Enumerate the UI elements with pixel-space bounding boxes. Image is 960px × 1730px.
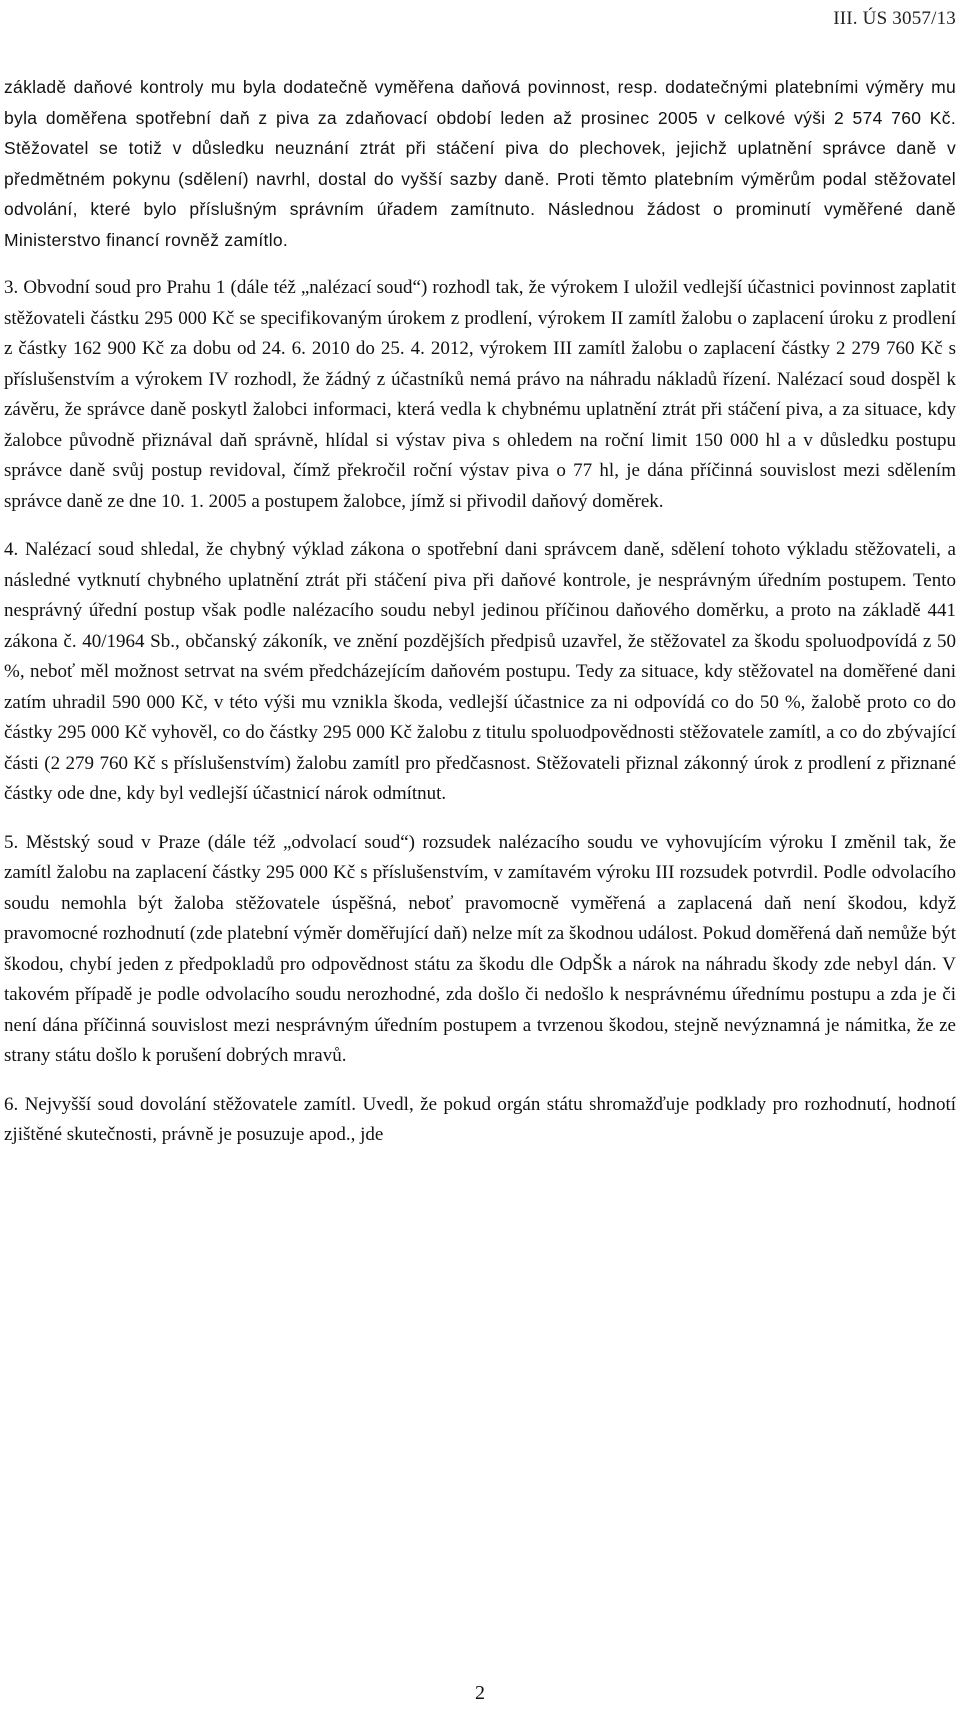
- case-number-header: III. ÚS 3057/13: [833, 8, 956, 29]
- paragraph-4: 4. Nalézací soud shledal, že chybný výklad zákona o spotřební dani správcem daně, sdělení tohoto výkladu stěžovateli, a následné vytknutí chybného uplatnění ztrát při stáčení piva při daňové kontrole, je nesprávným úředním postupem. Tento nesprávný úřední postup však podle nalézacího soudu nebyl jedinou příčinou daňového doměrku, a proto na základě 441 zákona č. 40/1964 Sb., občanský zákoník, ve znění pozdějších předpisů uzavřel, že stěžovatel za škodu spoluodpovídá z 50 %, neboť měl možnost setrvat na svém předcházejícím daňovém postupu. Tedy za situace, kdy stěžovatel na doměřené dani zatím uhradil 590 000 Kč, v této výši mu vznikla škoda, vedlejší účastnice za ni odpovídá co do 50 %, žalobě proto co do částky 295 000 Kč vyhověl, co do částky 295 000 Kč žalobu z titulu spoluodpovědnosti stěžovatele zamítl, a co do zbývající části (2 279 760 Kč s příslušenstvím) žalobu zamítl pro předčasnost. Stěžovateli přiznal zákonný úrok z prodlení z přiznané částky ode dne, kdy byl vedlejší účastnicí nárok odmítnut.: [4, 539, 956, 804]
- paragraph-6: 6. Nejvyšší soud dovolání stěžovatele zamítl. Uvedl, že pokud orgán státu shromažďuje podklady pro rozhodnutí, hodnotí zjištěné skutečnosti, právně je posuzuje apod., jde: [4, 1093, 956, 1145]
- page-number: 2: [475, 1682, 485, 1704]
- paragraph-continuation: základě daňové kontroly mu byla dodatečně vyměřena daňová povinnost, resp. dodatečnými platebními výměry mu byla doměřena spotřební daň z piva za zdaňovací období leden až prosinec 2005 v celkové výši 2 574 760 Kč. Stěžovatel se totiž v důsledku neuznání ztrát při stáčení piva do plechovek, jejichž uplatnění správce daně v předmětném pokynu (sdělení) navrhl, dostal do vyšší sazby daně. Proti těmto platebním výměrům podal stěžovatel odvolání, které bylo příslušným správním úřadem zamítnuto. Následnou žádost o prominutí vyměřené daně Ministerstvo financí rovněž zamítlo.: [4, 77, 956, 250]
- document-body: [4, 72, 956, 1151]
- paragraph-3: 3. Obvodní soud pro Prahu 1 (dále též „nalézací soud“) rozhodl tak, že výrokem I uložil vedlejší účastnici povinnost zaplatit stěžovateli částku 295 000 Kč se specifikovaným úrokem z prodlení, výrokem II zamítl žalobu o zaplacení úroku z prodlení z částky 162 900 Kč za dobu od 24. 6. 2010 do 25. 4. 2012, výrokem III zamítl žalobu o zaplacení částky 2 279 760 Kč s příslušenstvím a výrokem IV rozhodl, že žádný z účastníků nemá právo na náhradu nákladů řízení. Nalézací soud dospěl k závěru, že správce daně poskytl žalobci informaci, která vedla k chybnému uplatnění ztrát při stáčení piva, a za situace, kdy žalobce původně přiznával daň správně, hlídal si výstav piva s ohledem na roční limit 150 000 hl a v důsledku postupu správce daně svůj postup revidoval, čímž překročil roční výstav piva o 77 hl, je dána příčinná souvislost mezi sdělením správce daně ze dne 10. 1. 2005 a postupem žalobce, jímž si přivodil daňový doměrek.: [4, 277, 956, 512]
- paragraph-5: 5. Městský soud v Praze (dále též „odvolací soud“) rozsudek nalézacího soudu ve vyhovujícím výroku I změnil tak, že zamítl žalobu na zaplacení částky 295 000 Kč s příslušenstvím, v zamítavém výroku III rozsudek potvrdil. Podle odvolacího soudu nemohla být žaloba stěžovatele úspěšná, neboť pravomocně vyměřená a zaplacená daň není škodou, když pravomocné rozhodnutí (zde platební výměr doměřující daň) nelze mít za škodnou událost. Pokud doměřená daň nemůže být škodou, chybí jeden z předpokladů pro odpovědnost státu za škodu dle OdpŠk a nárok na náhradu škody zde nebyl dán. V takovém případě je podle odvolacího soudu nerozhodné, zda došlo či nedošlo k nesprávnému úřednímu postupu a zda je či není dána příčinná souvislost mezi nesprávným úředním postupem a tvrzenou škodou, stejně nevýznamná je námitka, že ze strany státu došlo k porušení dobrých mravů.: [4, 831, 956, 1066]
